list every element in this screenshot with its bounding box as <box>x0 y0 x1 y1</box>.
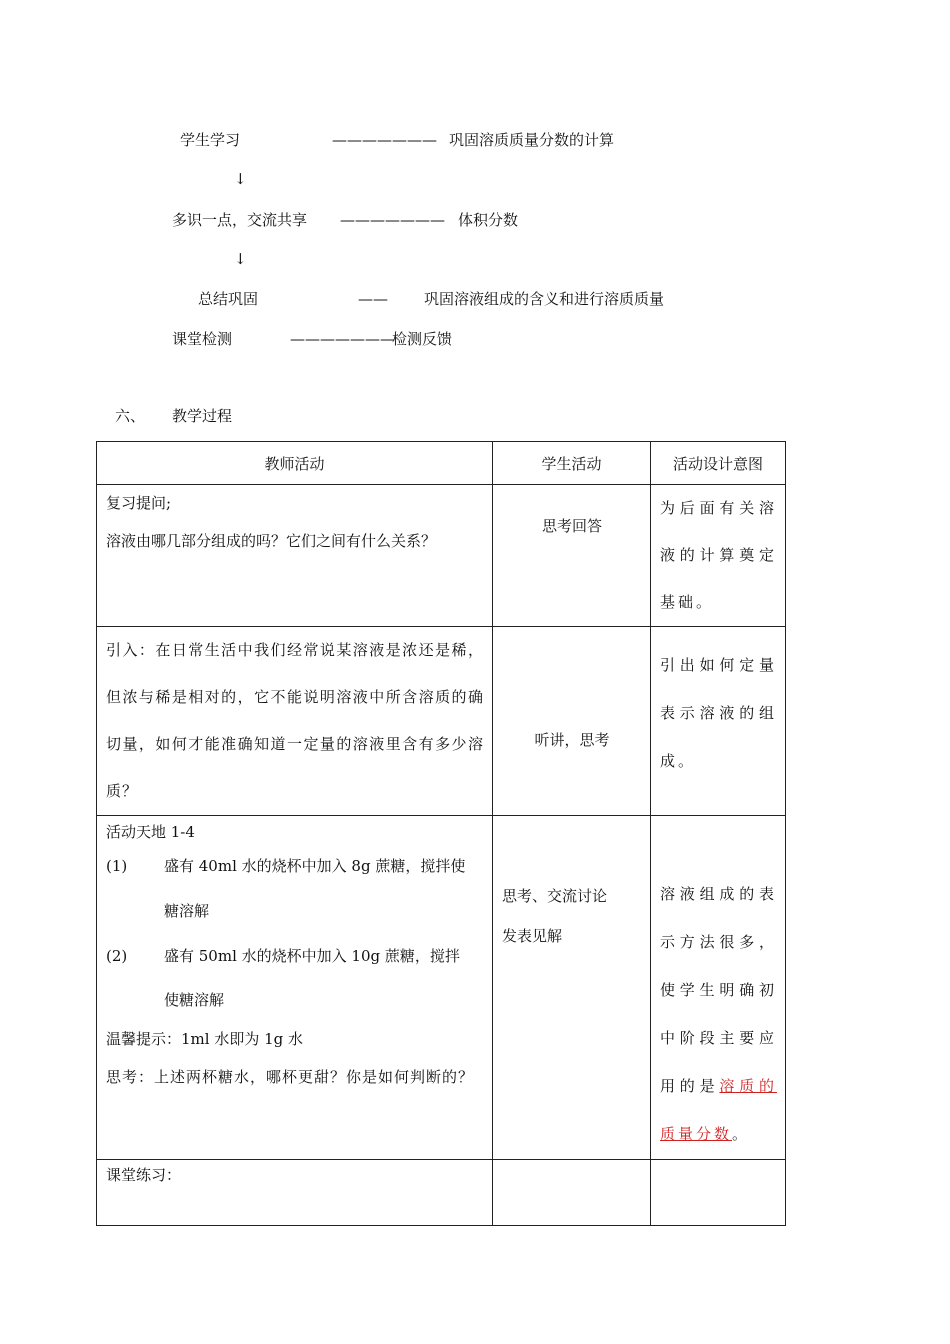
flow-step4-desc: 检测反馈 <box>392 330 453 348</box>
flow-step3-desc: 巩固溶液组成的含义和进行溶质质量 <box>424 290 665 308</box>
row3-think: 思考：上述两杯糖水，哪杯更甜？你是如何判断的？ <box>106 1068 475 1086</box>
flow-step1-dash: ——————— <box>332 131 437 149</box>
row3-intent-plain: 溶液组成的表示方法很多，使学生明确初中阶段主要应用的是 <box>660 885 777 1095</box>
row1-teacher-line2: 溶液由哪几部分组成的吗？它们之间有什么关系？ <box>106 532 437 550</box>
flow-step2-dash: ——————— <box>340 211 445 229</box>
row3-item1-num: (1) <box>106 857 128 875</box>
row1-student <box>493 485 651 627</box>
table-row <box>97 485 786 627</box>
table-header-row <box>97 442 786 485</box>
row2-student <box>493 627 651 816</box>
section-number: 六、 <box>115 407 146 425</box>
flow-step4-label: 课堂检测 <box>172 330 233 348</box>
row3-tip: 温馨提示：1ml 水即为 1g 水 <box>106 1030 304 1048</box>
header-intent: 活动设计意图 <box>651 442 786 485</box>
row3-item2-text: 盛有 50ml 水的烧杯中加入 10g 蔗糖，搅拌 <box>164 947 460 965</box>
header-teacher: 教师活动 <box>97 442 493 485</box>
row4-teacher <box>97 1160 493 1226</box>
flow-step4-dash: ——————— <box>290 330 395 348</box>
lesson-table <box>96 441 786 1226</box>
row3-item2-num: (2) <box>106 947 128 965</box>
flow-step2-desc: 体积分数 <box>458 211 519 229</box>
row3-item2 <box>106 936 484 976</box>
row3-item1-cont: 糖溶解 <box>164 902 210 920</box>
row1-teacher-line1: 复习提问; <box>106 494 172 512</box>
row2-student-text: 听讲，思考 <box>534 731 610 749</box>
row3-teacher <box>97 816 493 1160</box>
row1-intent-text: 为后面有关溶液的计算奠定基础。 <box>660 499 777 611</box>
row3-intent-text <box>651 816 785 1158</box>
section-title: 教学过程 <box>172 407 233 425</box>
row3-intent-red: 溶质的质量分数 <box>660 1077 777 1143</box>
flow-step1-label: 学生学习 <box>180 131 241 149</box>
row2-teacher <box>97 627 493 816</box>
flow-step3-label: 总结巩固 <box>198 290 259 308</box>
row4-student <box>493 1160 651 1226</box>
row1-teacher <box>97 485 493 627</box>
row2-intent <box>651 627 786 816</box>
flow-step1-desc: 巩固溶质质量分数的计算 <box>449 131 615 149</box>
row3-title: 活动天地 1-4 <box>106 823 195 841</box>
row3-student-line2: 发表见解 <box>502 927 563 945</box>
row3-intent <box>651 816 786 1160</box>
row3-item1 <box>106 846 484 886</box>
row4-intent <box>651 1160 786 1226</box>
flow-step3-dash: —— <box>358 290 388 308</box>
row3-student-line1: 思考、交流讨论 <box>502 887 608 905</box>
row3-student <box>493 816 651 1160</box>
row1-intent <box>651 485 786 627</box>
table-row <box>97 627 786 816</box>
flow-arrow-2: ↓ <box>234 250 247 268</box>
row3-intent-end: 。 <box>732 1125 751 1143</box>
row3-item2-cont: 使糖溶解 <box>164 991 225 1009</box>
row2-intent-text: 引出如何定量表示溶液的组成。 <box>660 656 777 770</box>
row3-item1-text: 盛有 40ml 水的烧杯中加入 8g 蔗糖，搅拌使 <box>164 857 466 875</box>
table-row <box>97 816 786 1160</box>
row4-teacher-text: 课堂练习： <box>106 1166 182 1184</box>
row1-student-text: 思考回答 <box>541 517 602 535</box>
header-student: 学生活动 <box>493 442 651 485</box>
table-row <box>97 1160 786 1226</box>
flow-step2-label: 多识一点，交流共享 <box>172 211 308 229</box>
flow-arrow-1: ↓ <box>234 170 247 188</box>
row2-teacher-text: 引入：在日常生活中我们经常说某溶液是浓还是稀，但浓与稀是相对的，它不能说明溶液中所含溶质的确切量，如何才能准确知道一定量的溶液里含有多少溶质？ <box>106 641 484 800</box>
